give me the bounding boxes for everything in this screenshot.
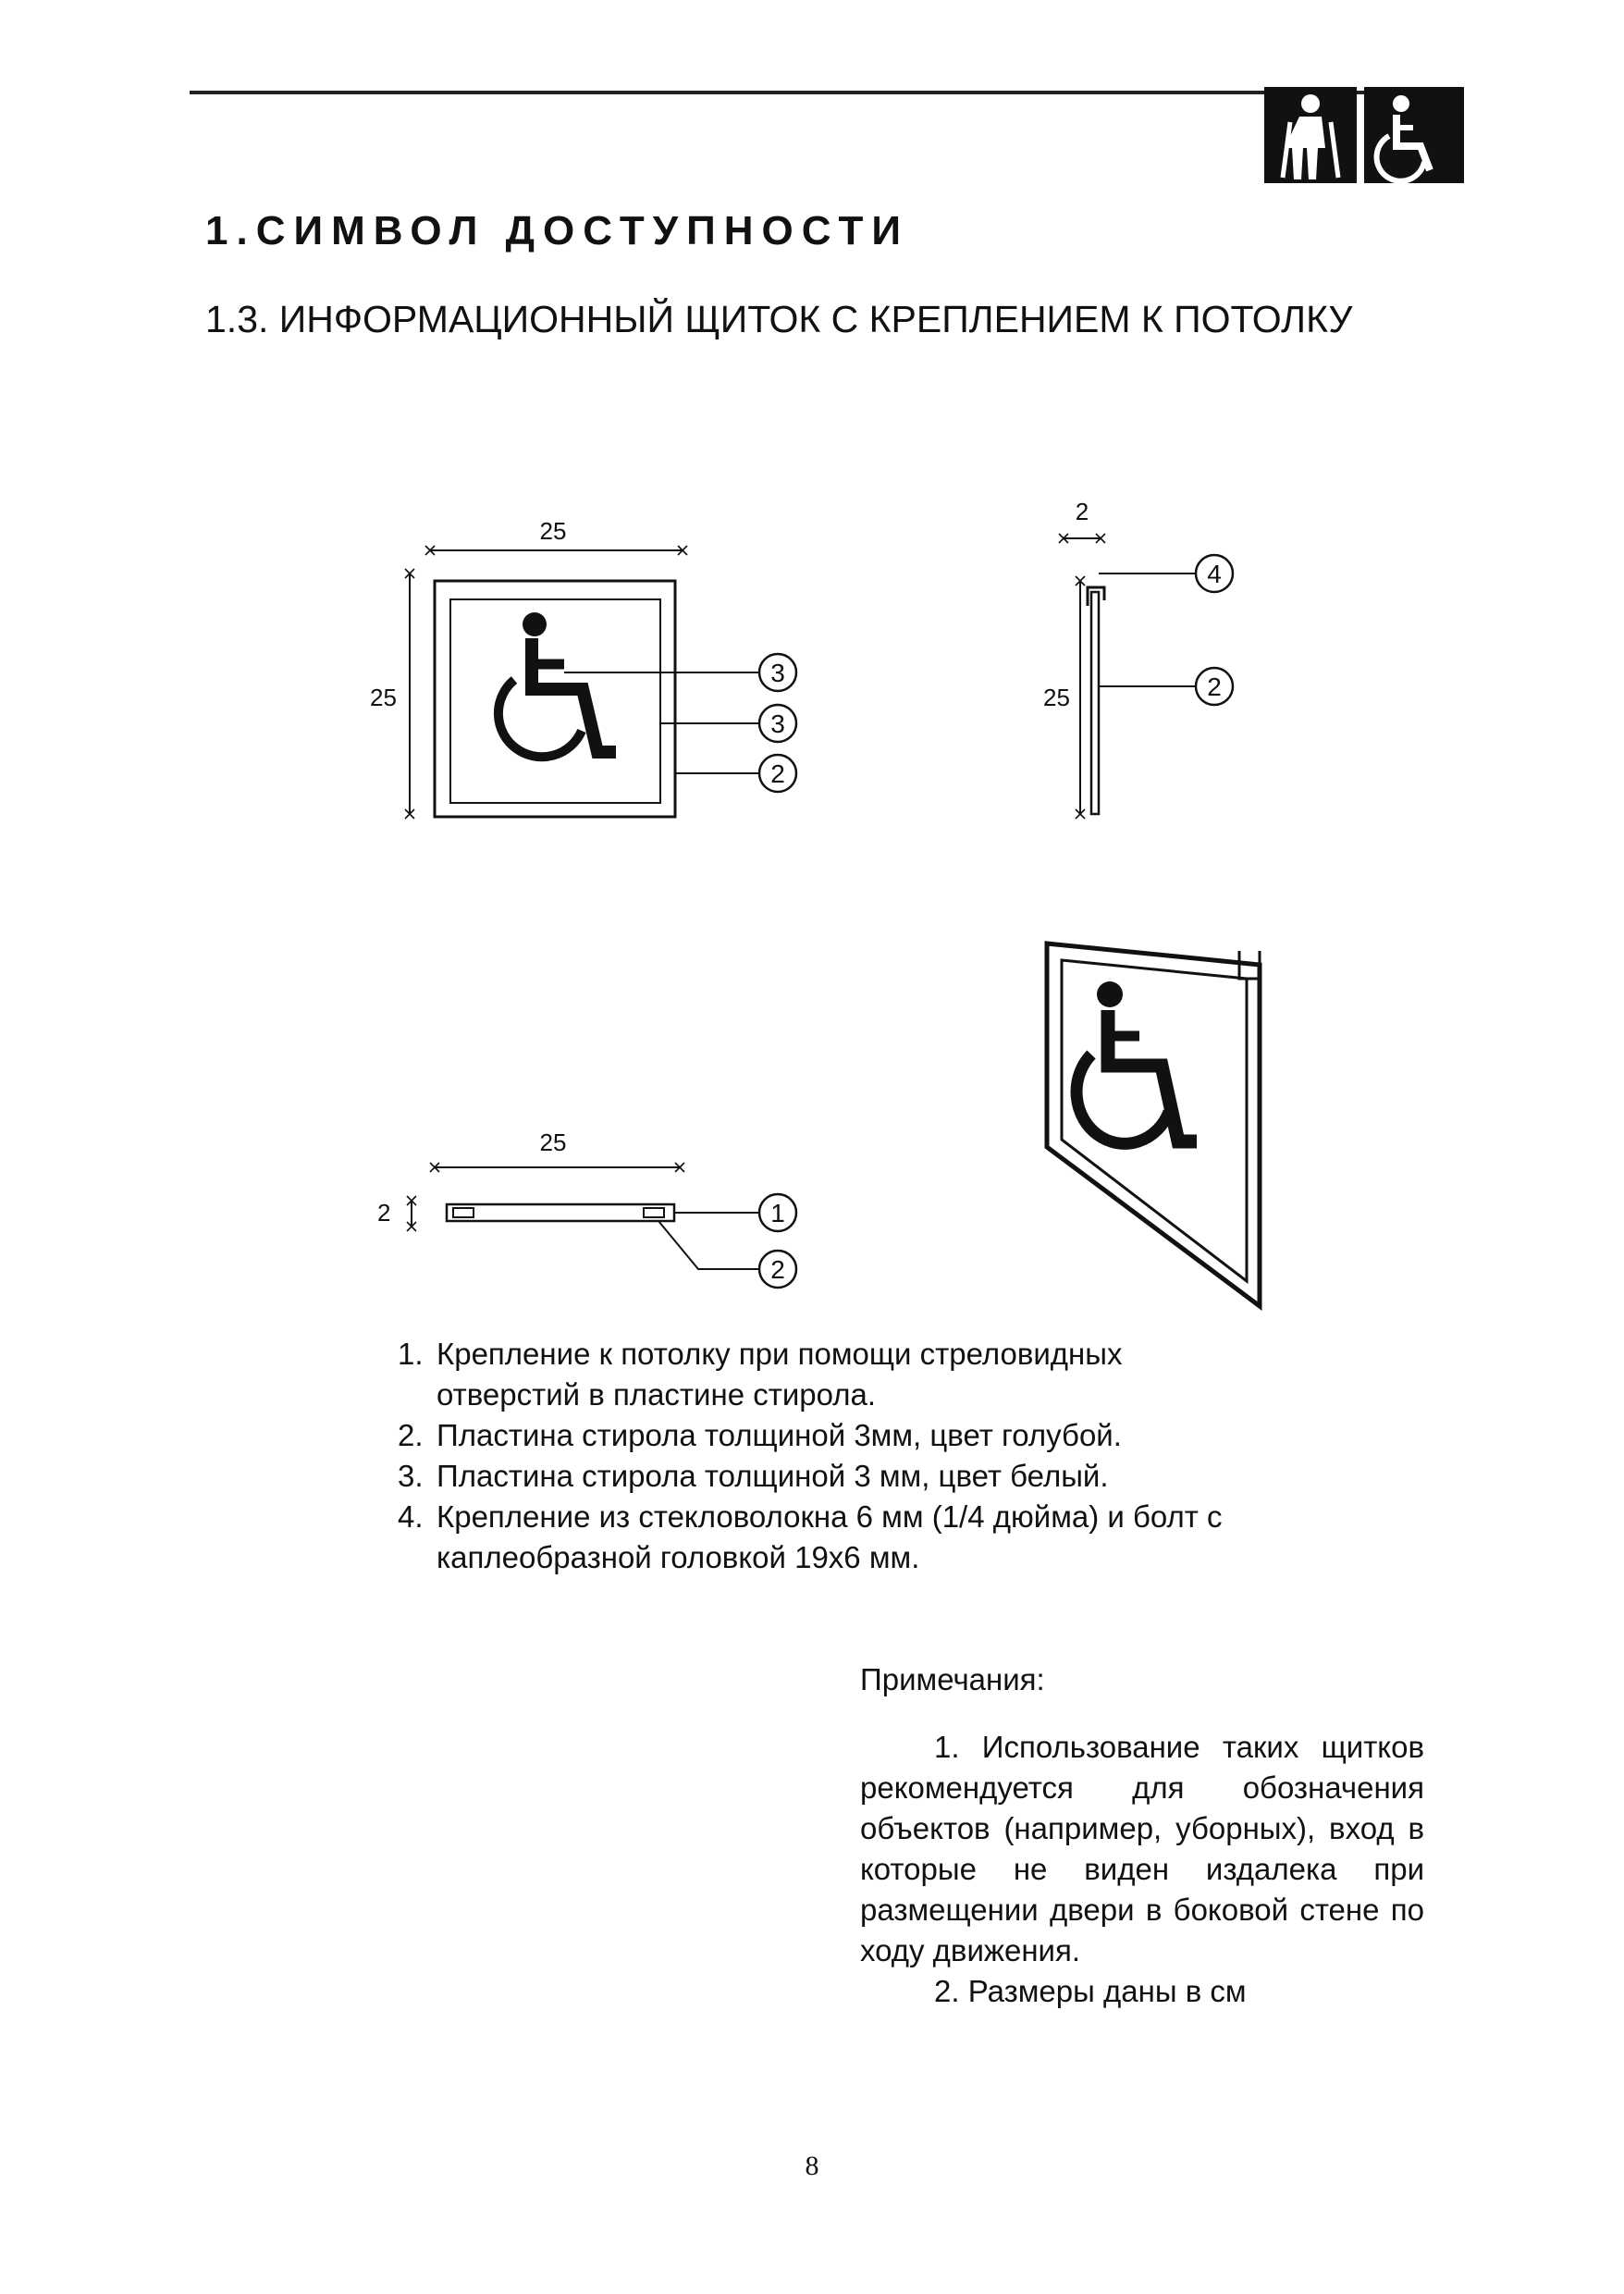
plate-side-section [1091, 592, 1099, 814]
notes-list [398, 1334, 1230, 1578]
page-number: 8 [805, 2151, 819, 2181]
list-item [398, 1415, 1230, 1456]
callout-leader [658, 1221, 758, 1269]
top-thickness-label: 2 [377, 1199, 391, 1227]
wheelchair-icon [498, 612, 616, 757]
callout-number: 1 [770, 1199, 785, 1227]
top-view-drawing [377, 1128, 796, 1288]
sign-inner-plate [450, 599, 660, 803]
plate-top-section [447, 1204, 674, 1221]
list-item [398, 1497, 1230, 1578]
list-item [398, 1456, 1230, 1497]
remarks-block [860, 1727, 1424, 2012]
front-width-label: 25 [539, 517, 567, 545]
remarks-heading: Примечания: [860, 1662, 1045, 1696]
note-text: Крепление из стекловолокна 6 мм (1/4 дюйма) и болт с каплеобразной головкой 19х6 мм. [437, 1499, 1223, 1574]
note-text: Крепление к потолку при помощи стреловидных отверстий в пластине стирола. [437, 1337, 1123, 1412]
note-number: 3. [398, 1459, 424, 1493]
side-height-label: 25 [1043, 684, 1070, 711]
subsection-title: 1.3. ИНФОРМАЦИОННЫЙ ЩИТОК С КРЕПЛЕНИЕМ К ПОТОЛКУ [205, 298, 1353, 340]
side-view-drawing [1043, 498, 1233, 814]
callout-number: 3 [770, 709, 785, 738]
sign-outer-plate [435, 581, 675, 817]
note-number: 1. [398, 1337, 424, 1371]
side-thickness-label: 2 [1075, 498, 1089, 525]
callout-number: 2 [770, 759, 785, 788]
callout-number: 2 [770, 1255, 785, 1284]
remark-item: 2. Размеры даны в см [934, 1974, 1247, 2008]
perspective-view-drawing [1047, 944, 1260, 1306]
remark-item: 1. Использование таких щитков рекомендуется для обозначения объектов (например, уборных), вход в которые не виден издалека при размещении двери в боковой стене по ходу движения. [860, 1730, 1424, 1967]
section-title: 1.СИМВОЛ ДОСТУПНОСТИ [205, 208, 909, 253]
sign-plate-perspective [1047, 944, 1260, 1306]
note-number: 4. [398, 1499, 424, 1534]
note-text: Пластина стирола толщиной 3 мм, цвет белый. [437, 1459, 1109, 1493]
callout-number: 4 [1207, 560, 1222, 588]
top-width-label: 25 [539, 1128, 567, 1156]
front-view-drawing [370, 517, 796, 817]
note-text: Пластина стирола толщиной 3мм, цвет голубой. [437, 1418, 1122, 1452]
list-item [398, 1334, 1230, 1415]
front-height-label: 25 [370, 684, 397, 711]
callout-number: 2 [1207, 672, 1222, 701]
callout-number: 3 [770, 659, 785, 687]
note-number: 2. [398, 1418, 424, 1452]
